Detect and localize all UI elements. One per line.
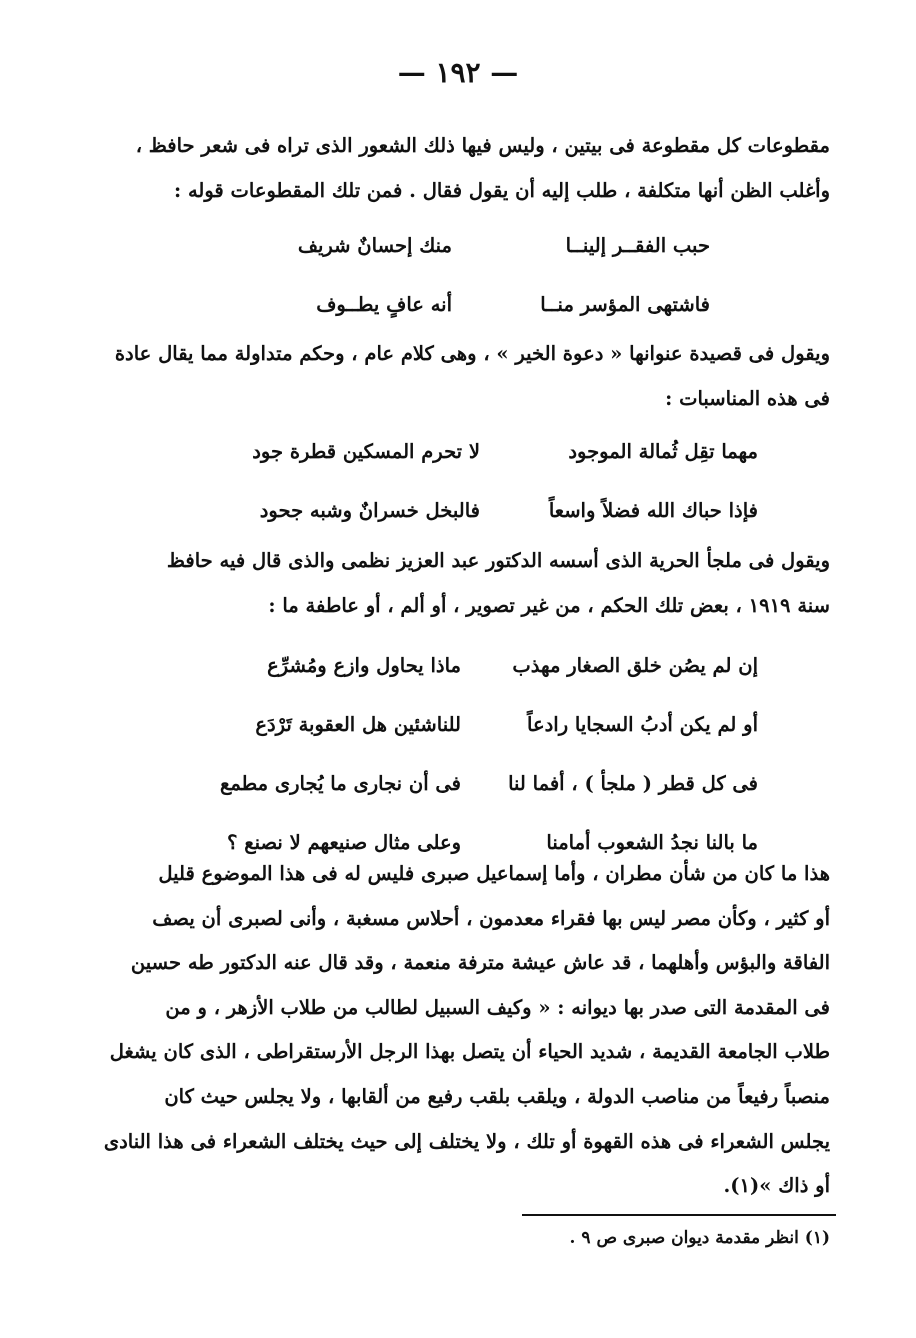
text-line: مقطوعات كل مقطوعة فى بيتين ، وليس فيها ذلك الشعور الذى تراه فى شعر حافظ ، <box>135 134 830 157</box>
verse-line <box>0 695 916 754</box>
verse-first-hemistich: ما بالنا نجدُ الشعوب أمامنا <box>546 831 758 854</box>
verse-line <box>0 754 916 813</box>
text-line: ويقول فى قصيدة عنوانها « دعوة الخير » ، وهى كلام عام ، وحكم متداولة مما يقال عادة <box>114 342 830 365</box>
verse-second-hemistich: فى أن نجارى ما يُجارى مطمع <box>219 772 461 795</box>
verse-first-hemistich: إن لم يصُن خلق الصغار مهذب <box>512 654 758 677</box>
verse-block-1 <box>0 216 916 334</box>
verse-first-hemistich: مهما تقِل ثُمالة الموجود <box>568 440 758 463</box>
verse-first-hemistich: أو لم يكن أدبُ السجايا رادعاً <box>527 713 758 736</box>
verse-second-hemistich: وعلى مثال صنيعهم لا نصنع ؟ <box>227 831 461 854</box>
verse-block-2 <box>0 422 916 540</box>
verse-second-hemistich: فالبخل خسرانٌ وشبه جحود <box>259 499 480 522</box>
text-line: فى هذه المناسبات : <box>665 386 830 410</box>
text-line: أو كثير ، وكأن مصر ليس بها فقراء معدمون ، أحلاس مسغبة ، وأنى لصبرى أن يصف <box>152 906 830 930</box>
text-line: هذا ما كان من شأن مطران ، وأما إسماعيل صبرى فليس له فى هذا الموضوع قليل <box>158 862 830 885</box>
verse-second-hemistich: منك إحسانٌ شريف <box>297 234 452 257</box>
text-line: منصباً رفيعاً من مناصب الدولة ، ويلقب بلقب رفيع من ألقابها ، ولا يجلس حيث كان <box>164 1084 830 1108</box>
verse-second-hemistich: لا تحرم المسكين قطرة جود <box>252 440 480 463</box>
text-line: يجلس الشعراء فى هذه القهوة أو تلك ، ولا يختلف إلى حيث يختلف الشعراء فى هذا النادى <box>103 1129 830 1153</box>
footnote-divider <box>522 1214 836 1216</box>
text-line: ويقول فى ملجأ الحرية الذى أسسه الدكتور عبد العزيز نظمى والذى قال فيه حافظ <box>166 549 830 572</box>
verse-block-3 <box>0 636 916 872</box>
verse-line <box>0 636 916 695</box>
verse-second-hemistich: للناشئين هل العقوبة تَرْدَع <box>255 713 461 736</box>
text-line: سنة ١٩١٩ ، بعض تلك الحكم ، من غير تصوير ، أو ألم ، أو عاطفة ما : <box>268 593 830 617</box>
page-number: — ١٩٢ — <box>397 56 519 89</box>
verse-line <box>0 216 916 275</box>
footnote: (١) انظر مقدمة ديوان صبرى ص ٩ . <box>569 1228 830 1248</box>
text-line: وأغلب الظن أنها متكلفة ، طلب إليه أن يقول فقال . فمن تلك المقطوعات قوله : <box>173 178 830 202</box>
verse-line <box>0 481 916 540</box>
paragraph-4 <box>95 852 830 1209</box>
paragraph-3 <box>95 539 830 628</box>
verse-first-hemistich: حبب الفقــر إلينــا <box>565 234 710 257</box>
verse-first-hemistich: فاشتهى المؤسر منــا <box>540 293 710 316</box>
text-line: أو ذاك »(١). <box>723 1174 830 1198</box>
verse-line <box>0 422 916 481</box>
verse-line <box>0 275 916 334</box>
text-line: طلاب الجامعة القديمة ، شديد الحياء أن يتصل بهذا الرجل الأرستقراطى ، الذى كان يشغل <box>109 1040 830 1064</box>
paragraph-1 <box>95 124 830 213</box>
verse-second-hemistich: أنه عافٍ يطــوف <box>316 293 452 316</box>
verse-first-hemistich: فإذا حباك الله فضلاً واسعاً <box>548 499 758 522</box>
verse-first-hemistich: فى كل قطر ( ملجأ ) ، أفما لنا <box>508 772 758 795</box>
verse-second-hemistich: ماذا يحاول وازع ومُشرِّع <box>267 654 461 677</box>
text-line: فى المقدمة التى صدر بها ديوانه : « وكيف السبيل لطالب من طلاب الأزهر ، و من <box>165 995 830 1019</box>
paragraph-2 <box>95 332 830 421</box>
text-line: الفاقة والبؤس وأهلهما ، قد عاش عيشة مترفة منعمة ، وقد قال عنه الدكتور طه حسين <box>130 951 830 975</box>
